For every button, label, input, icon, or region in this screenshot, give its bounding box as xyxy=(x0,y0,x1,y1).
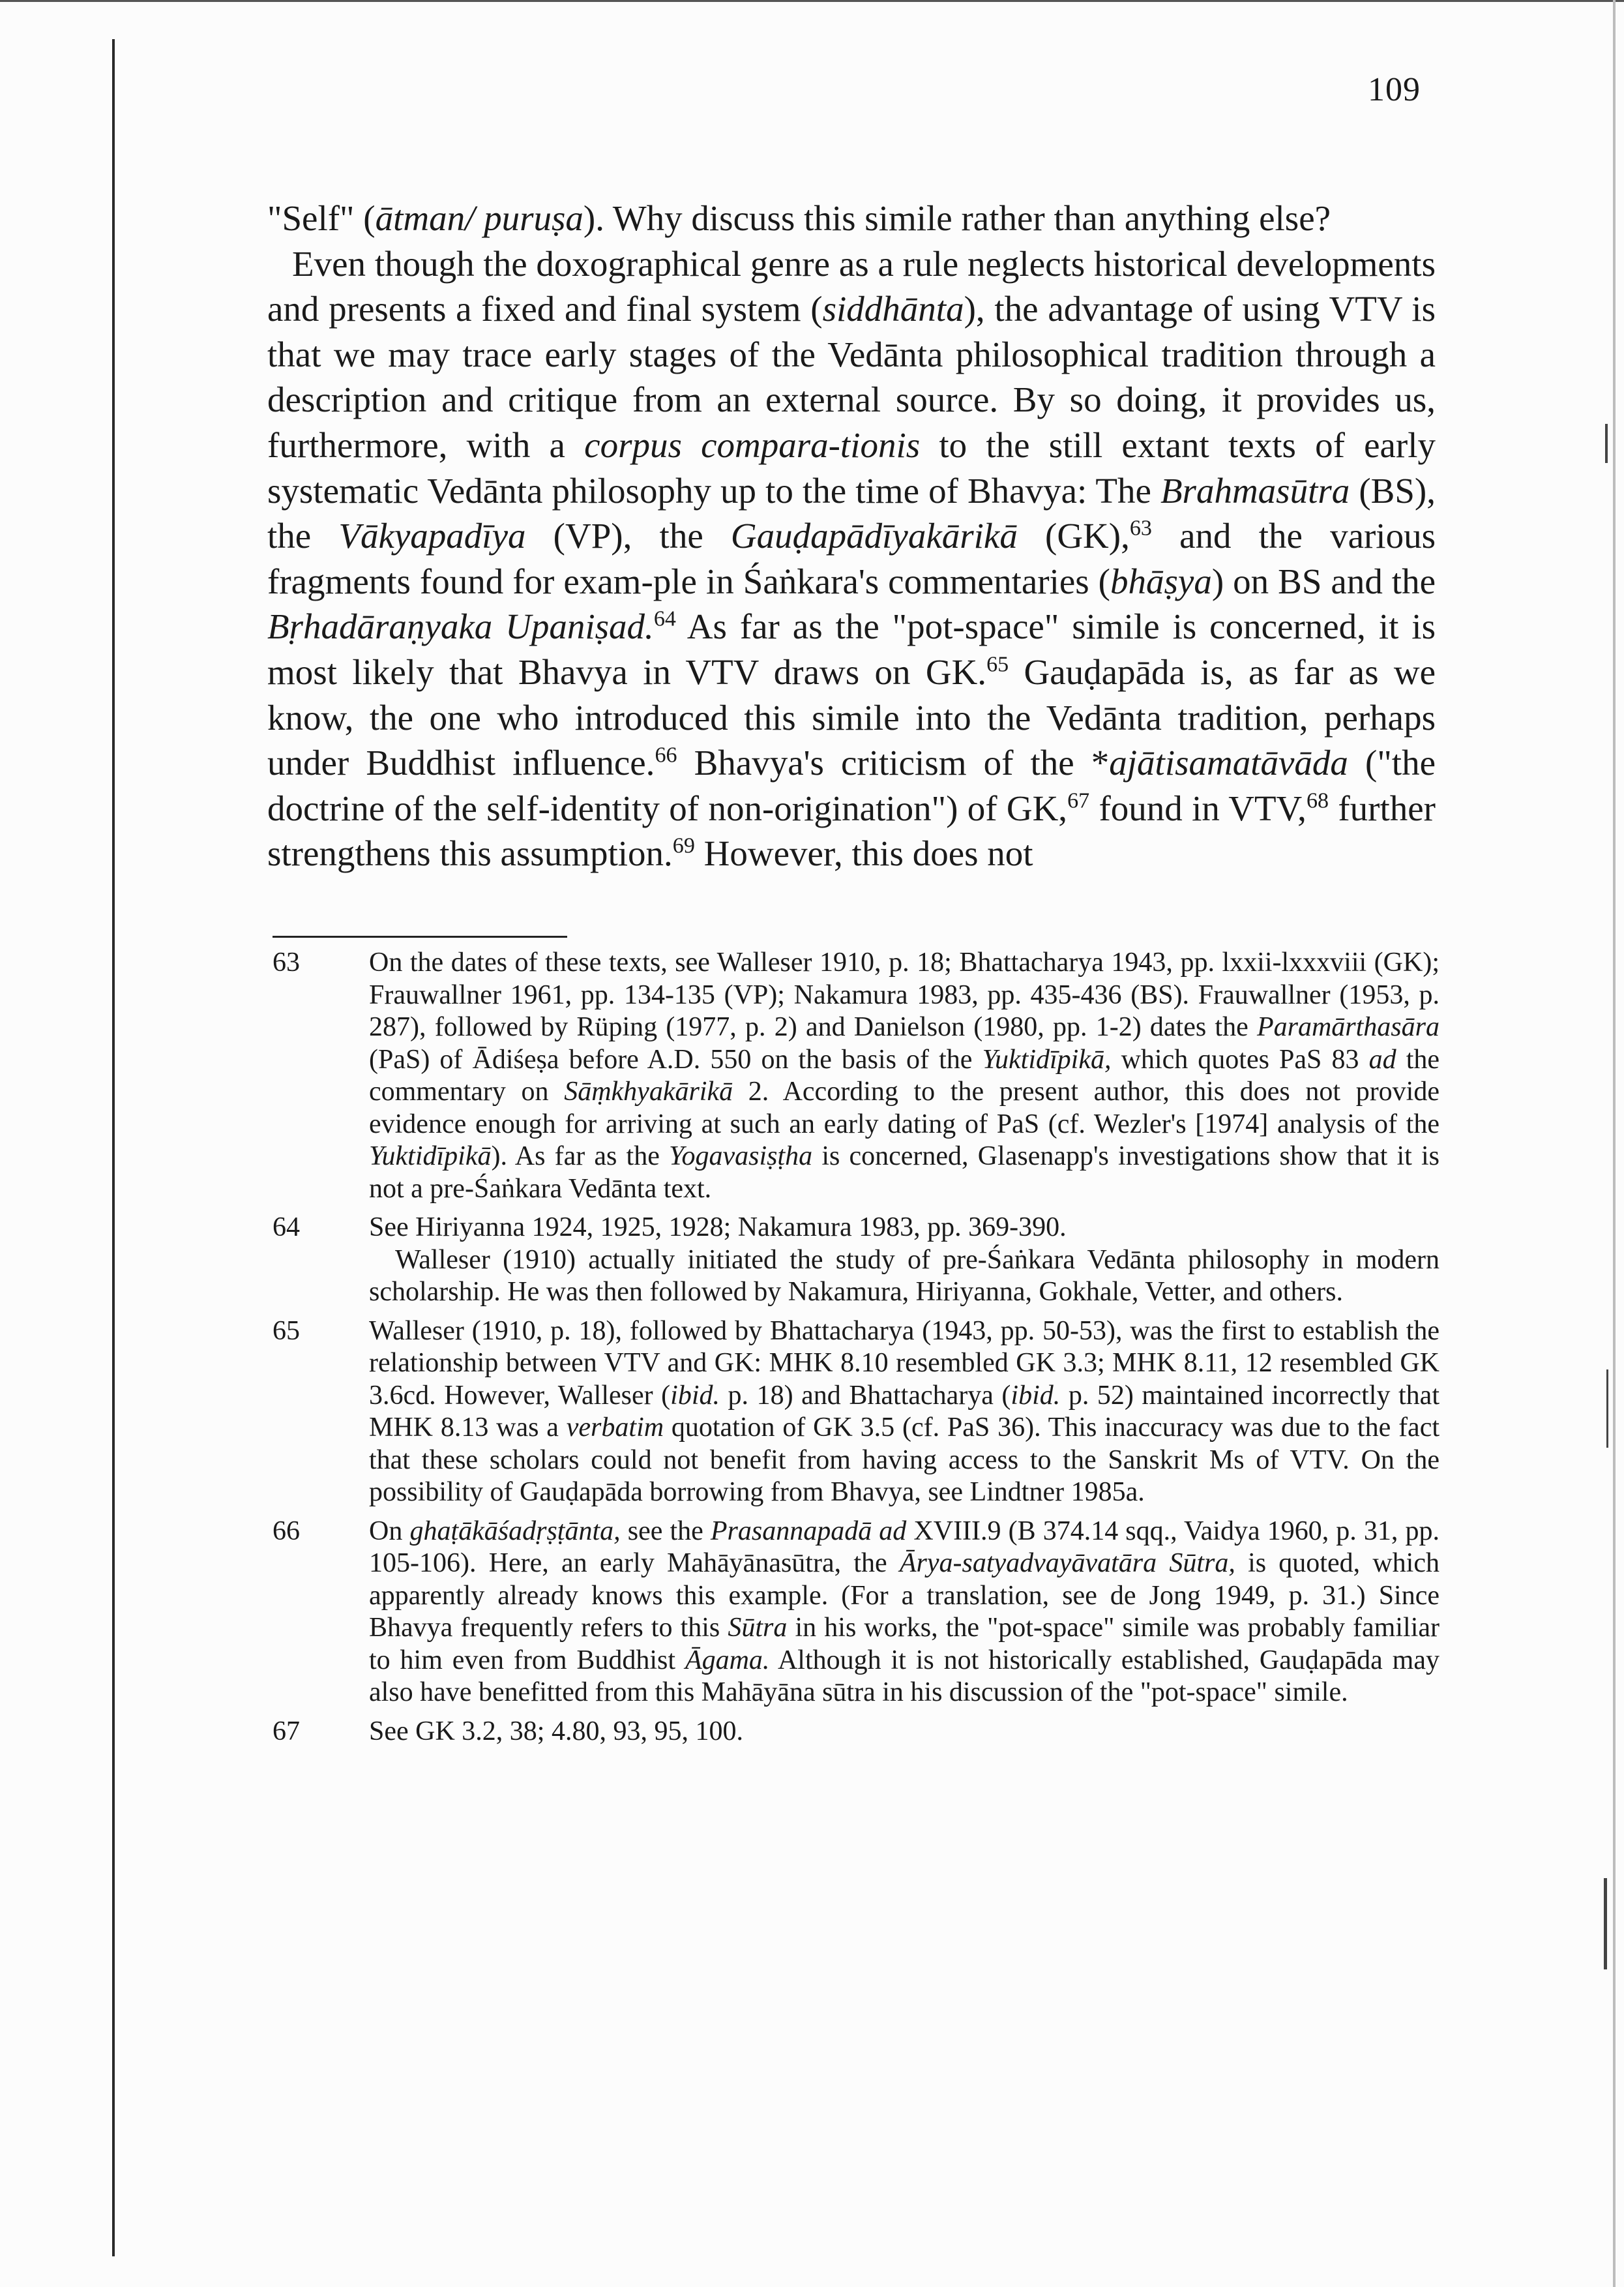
footnote-ref: 67 xyxy=(1067,788,1090,813)
scan-edge-mark xyxy=(1606,1369,1608,1448)
text-run: See Hiriyanna 1924, 1925, 1928; Nakamura 1983, pp. 369-390. xyxy=(369,1212,1067,1242)
text-run: Gauḍapāda is, as far as we know, the one who introduced this simile into the Vedānta tradition, perhaps under Buddhist influence. xyxy=(267,651,1436,783)
text-run: see the xyxy=(620,1516,711,1546)
italic-text: siddhānta xyxy=(822,289,964,329)
footnote-65 xyxy=(273,1315,1439,1509)
text-run: ) on BS and the xyxy=(1211,561,1436,601)
italic-text: corpus compara-tionis xyxy=(584,425,921,465)
text-run: On the dates of these texts, see Walleser 1910, p. 18; Bhattacharya 1943, pp. lxxii-lxxxviii (GK); Frauwallner 1961, pp. 134-135 (VP); Nakamura 1983, pp. 435-436 (BS). Frauwallner (1953, p. 287), followed by Rüping (1977, p. 2) and Danielson (1980, pp. 1-2) dates the xyxy=(369,948,1439,1042)
footnote-ref: 68 xyxy=(1306,788,1329,813)
footnote-ref: 64 xyxy=(653,607,676,632)
footnote-63 xyxy=(273,947,1439,1205)
text-run: XVIII.9 (B 374.14 sqq., Vaidya 1960, p. 31, pp. 105-106). Here, an early Mahāyānasūtra, the xyxy=(369,1516,1439,1578)
italic-text: Bṛhadāraṇyaka Upaniṣad. xyxy=(267,606,654,647)
text-run: is quoted, which apparently already knows this example. (For a translation, see de Jong 1949, p. 31.) Since Bhavya frequently refers to this xyxy=(369,1548,1439,1643)
italic-text: Yogavasiṣṭha xyxy=(669,1141,813,1171)
text-run: ), the advantage of using VTV is that we may trace early stages of the Vedānta philosophical tradition through a description and critique from an external source. By so doing, it provides us, furthermore, with a xyxy=(267,289,1436,465)
italic-text: ātman/ puruṣa xyxy=(375,198,583,238)
footnote-number: 65 xyxy=(273,1315,300,1346)
footnote-number: 67 xyxy=(273,1716,300,1746)
text-run: Even though the doxographical genre as a rule neglects historical developments and presents a fixed and final system ( xyxy=(267,243,1436,329)
text-run: 2. According to the present author, this does not provide evidence enough for arriving at such an early dating of PaS (cf. Wezler's [1974] analysis of the xyxy=(369,1077,1439,1139)
text-run: "Self" ( xyxy=(267,198,376,238)
footnotes xyxy=(273,947,1439,1754)
page-number: 109 xyxy=(1368,71,1421,108)
text-run: to the still extant texts of early systematic Vedānta philosophy up to the time of Bhavya: The xyxy=(267,425,1436,511)
italic-text: Sāṃkhyakārikā xyxy=(564,1077,733,1107)
footnote-text xyxy=(369,1244,1439,1309)
italic-text: Sūtra xyxy=(728,1613,788,1643)
italic-text: ad xyxy=(1368,1044,1396,1075)
text-run: On xyxy=(369,1516,410,1546)
text-run: quotation of GK 3.5 (cf. PaS 36). This inaccuracy was due to the fact that these scholars could not benefit from having access to the Sanskrit Ms of VTV. On the possibility of Gauḍapāda borrowing from Bhavya, see Lindtner 1985a. xyxy=(369,1413,1440,1507)
footnote-text xyxy=(369,1516,1439,1709)
italic-text: bhāṣya xyxy=(1110,561,1212,601)
text-run: found in VTV, xyxy=(1089,788,1307,828)
italic-text: ibid. xyxy=(1011,1380,1061,1411)
footnote-66 xyxy=(273,1516,1439,1709)
text-run: See GK 3.2, 38; 4.80, 93, 95, 100. xyxy=(369,1716,743,1746)
footnote-text xyxy=(369,1212,1439,1244)
text-run: which quotes PaS 83 xyxy=(1111,1044,1369,1075)
footnote-number: 64 xyxy=(273,1212,300,1242)
scan-edge-mark xyxy=(1604,1878,1607,1969)
scan-edge-top xyxy=(0,0,1624,2)
text-run: Bhavya's criticism of the * xyxy=(677,743,1110,783)
text-run: (GK), xyxy=(1017,516,1130,556)
italic-text: Yuktidīpikā xyxy=(369,1141,492,1171)
scan-gutter-line xyxy=(112,39,115,2256)
italic-text: verbatim xyxy=(566,1413,664,1442)
italic-text: ajātisamatāvāda xyxy=(1109,743,1348,783)
italic-text: Prasannapadā ad xyxy=(710,1516,907,1546)
footnote-separator xyxy=(273,936,567,938)
footnote-ref: 63 xyxy=(1129,516,1152,541)
footnote-number: 63 xyxy=(273,948,300,978)
body-paragraph xyxy=(267,196,1436,241)
footnote-ref: 65 xyxy=(986,652,1009,677)
footnote-64 xyxy=(273,1212,1439,1309)
scan-edge-mark xyxy=(1605,424,1608,463)
scan-edge-right xyxy=(1613,0,1616,2287)
italic-text: ibid. xyxy=(670,1380,720,1411)
italic-text: Ārya-satyadvayāvatāra Sūtra, xyxy=(899,1548,1235,1578)
text-run: further strengthens this assumption. xyxy=(267,788,1436,874)
text-run: in his works, the "pot-space" simile was probably familiar to him even from Buddhist xyxy=(369,1613,1439,1675)
text-run: ). As far as the xyxy=(491,1141,669,1171)
text-run: (PaS) of Ādiśeṣa before A.D. 550 on the basis of the xyxy=(369,1044,982,1075)
text-run: As far as the "pot-space" simile is concerned, it is most likely that Bhavya in VTV draws on GK. xyxy=(267,606,1436,692)
text-run: ("the doctrine of the self-identity of non-origination") of GK, xyxy=(267,743,1436,828)
text-run: is concerned, Glasenapp's investigations show that it is not a pre-Śaṅkara Vedānta text. xyxy=(369,1141,1439,1204)
footnote-67 xyxy=(273,1716,1439,1748)
main-text xyxy=(267,196,1436,876)
footnote-text xyxy=(369,947,1439,1205)
text-run: and the various fragments found for exam-ple in Śaṅkara's commentaries ( xyxy=(267,516,1436,601)
italic-text: Gauḍapādīyakārikā xyxy=(730,516,1018,556)
text-run: (VP), the xyxy=(525,516,731,556)
body-paragraph xyxy=(267,241,1436,876)
italic-text: Yuktidīpikā, xyxy=(982,1044,1112,1075)
footnote-ref: 66 xyxy=(655,743,677,768)
text-run: the commentary on xyxy=(369,1044,1440,1107)
footnote-ref: 69 xyxy=(672,833,695,858)
text-run: However, this does not xyxy=(694,833,1033,874)
italic-text: Vākyapadīya xyxy=(338,516,526,556)
footnote-text xyxy=(369,1716,1439,1748)
text-run: p. 18) and Bhattacharya ( xyxy=(720,1380,1011,1411)
italic-text: Āgama. xyxy=(685,1645,770,1675)
text-run: ). Why discuss this simile rather than anything else? xyxy=(583,198,1331,238)
text-run: p. 52) maintained incorrectly that MHK 8.13 was a xyxy=(369,1380,1439,1442)
italic-text: ghaṭākāśadṛṣṭānta, xyxy=(409,1516,621,1546)
text-run: Walleser (1910, p. 18), followed by Bhattacharya (1943, pp. 50-53), was the first to establish the relationship between VTV and GK: MHK 8.10 resembled GK 3.3; MHK 8.11, 12 resembled GK 3.6cd. However, Walleser ( xyxy=(369,1315,1439,1411)
text-run: (BS), the xyxy=(267,470,1436,556)
footnote-number: 66 xyxy=(273,1516,300,1546)
italic-text: Paramārthasāra xyxy=(1256,1012,1439,1042)
italic-text: Brahmasūtra xyxy=(1160,470,1350,511)
footnote-text xyxy=(369,1315,1439,1509)
text-run: Walleser (1910) actually initiated the study of pre-Śaṅkara Vedānta philosophy in modern scholarship. He was then followed by Nakamura, Hiriyanna, Gokhale, Vetter, and others. xyxy=(369,1244,1439,1307)
text-run: Although it is not historically established, Gauḍapāda may also have benefitted from this Mahāyāna sūtra in his discussion of the "pot-space" simile. xyxy=(369,1645,1439,1707)
